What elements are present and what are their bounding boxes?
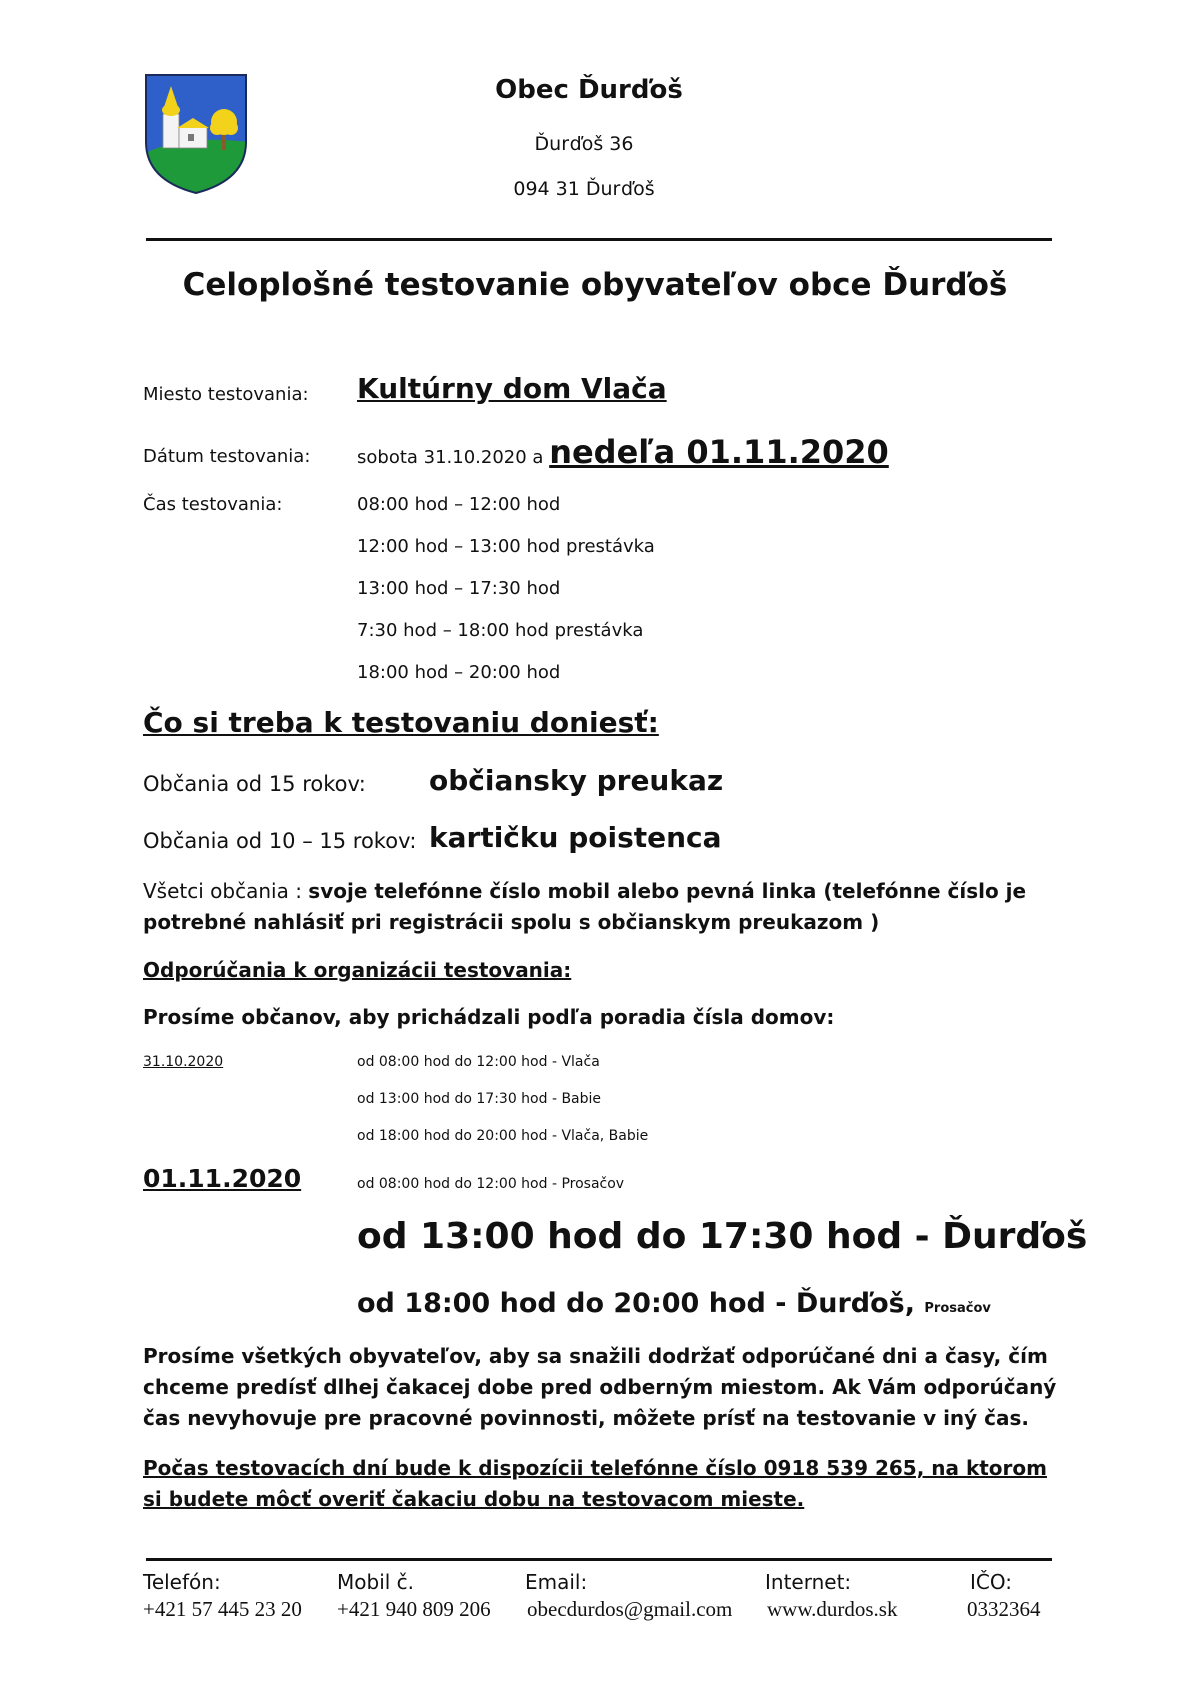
schedule-slot: od 08:00 hod do 12:00 hod - Prosačov <box>357 1176 625 1192</box>
place-label: Miesto testovania: <box>143 384 309 405</box>
schedule-slot-evening <box>357 1288 991 1319</box>
bring-row2-value: kartičku poistenca <box>429 821 722 854</box>
schedule-slot-evening-main: od 18:00 hod do 20:00 hod - Ďurďoš, <box>357 1288 915 1319</box>
footer-ico-label: IČO: <box>970 1570 1012 1594</box>
footer-mobile-value: +421 940 809 206 <box>337 1597 491 1621</box>
municipality-postal: 094 31 Ďurďoš <box>513 178 655 200</box>
time-slot: 18:00 hod – 20:00 hod <box>357 662 561 683</box>
date-saturday: sobota 31.10.2020 a <box>357 447 544 468</box>
date-value <box>357 433 889 471</box>
footer-email-value: obecdurdos@gmail.com <box>527 1597 733 1621</box>
footer-mobile-label: Mobil č. <box>337 1570 415 1594</box>
bring-all-prefix: Všetci občania : <box>143 879 309 903</box>
schedule-slot: od 08:00 hod do 12:00 hod - Vlača <box>357 1054 600 1070</box>
footer-phone-label: Telefón: <box>143 1570 221 1594</box>
place-value: Kultúrny dom Vlača <box>357 372 667 405</box>
bring-row2-label: Občania od 10 – 15 rokov: <box>143 829 417 853</box>
bring-row1-label: Občania od 15 rokov: <box>143 772 366 796</box>
waiting-phone-paragraph: Počas testovacích dní bude k dispozícii telefónne číslo 0918 539 265, na ktorom si budete môcť overiť čakaciu dobu na testovacom mieste. <box>143 1456 1047 1511</box>
time-label: Čas testovania: <box>143 494 283 515</box>
bring-row1-value: občiansky preukaz <box>429 764 724 797</box>
schedule-slot: od 13:00 hod do 17:30 hod - Babie <box>357 1091 602 1107</box>
recommend-heading: Odporúčania k organizácii testovania: <box>143 958 572 982</box>
footer-phone-value: +421 57 445 23 20 <box>143 1597 302 1621</box>
bring-heading: Čo si treba k testovaniu doniesť: <box>143 706 659 739</box>
schedule-slot-evening-extra: Prosačov <box>924 1301 991 1316</box>
footer-web-value: www.durdos.sk <box>767 1597 898 1621</box>
schedule-slot-highlight: od 13:00 hod do 17:30 hod - Ďurďoš <box>357 1216 1088 1257</box>
footer-web-label: Internet: <box>765 1570 852 1594</box>
closing-paragraph: Prosíme všetkých obyvateľov, aby sa snažili dodržať odporúčané dni a časy, čím chceme predísť dlhej čakacej dobe pred odberným miestom. Ak Vám odporúčaný čas nevyhovuje pre pracovné povinnosti, môžete prísť na testovanie v iný čas. <box>143 1344 1057 1430</box>
page-title: Celoplošné testovanie obyvateľov obce Ďurďoš <box>182 267 1008 303</box>
header-divider <box>146 238 1052 241</box>
time-slot: 7:30 hod – 18:00 hod prestávka <box>357 620 644 641</box>
schedule-day1-date: 31.10.2020 <box>143 1054 224 1070</box>
municipality-street: Ďurďoš 36 <box>534 133 634 155</box>
time-slot: 13:00 hod – 17:30 hod <box>357 578 561 599</box>
bring-all-citizens <box>143 876 1063 938</box>
footer-ico-value: 0332364 <box>967 1597 1041 1621</box>
schedule-slot: od 18:00 hod do 20:00 hod - Vlača, Babie <box>357 1128 649 1144</box>
time-slot: 12:00 hod – 13:00 hod prestávka <box>357 536 655 557</box>
time-slot: 08:00 hod – 12:00 hod <box>357 494 561 515</box>
schedule-day2-date: 01.11.2020 <box>143 1164 302 1193</box>
footer-divider <box>146 1558 1052 1561</box>
date-sunday: nedeľa 01.11.2020 <box>549 433 889 471</box>
municipality-name: Obec Ďurďoš <box>495 75 683 105</box>
bring-all-text: svoje telefónne číslo mobil alebo pevná linka (telefónne číslo je potrebné nahlásiť pri registrácii spolu s občianskym preukazom ) <box>143 879 1027 934</box>
footer-email-label: Email: <box>525 1570 588 1594</box>
date-label: Dátum testovania: <box>143 446 311 467</box>
recommend-intro: Prosíme občanov, aby prichádzali podľa poradia čísla domov: <box>143 1005 835 1029</box>
